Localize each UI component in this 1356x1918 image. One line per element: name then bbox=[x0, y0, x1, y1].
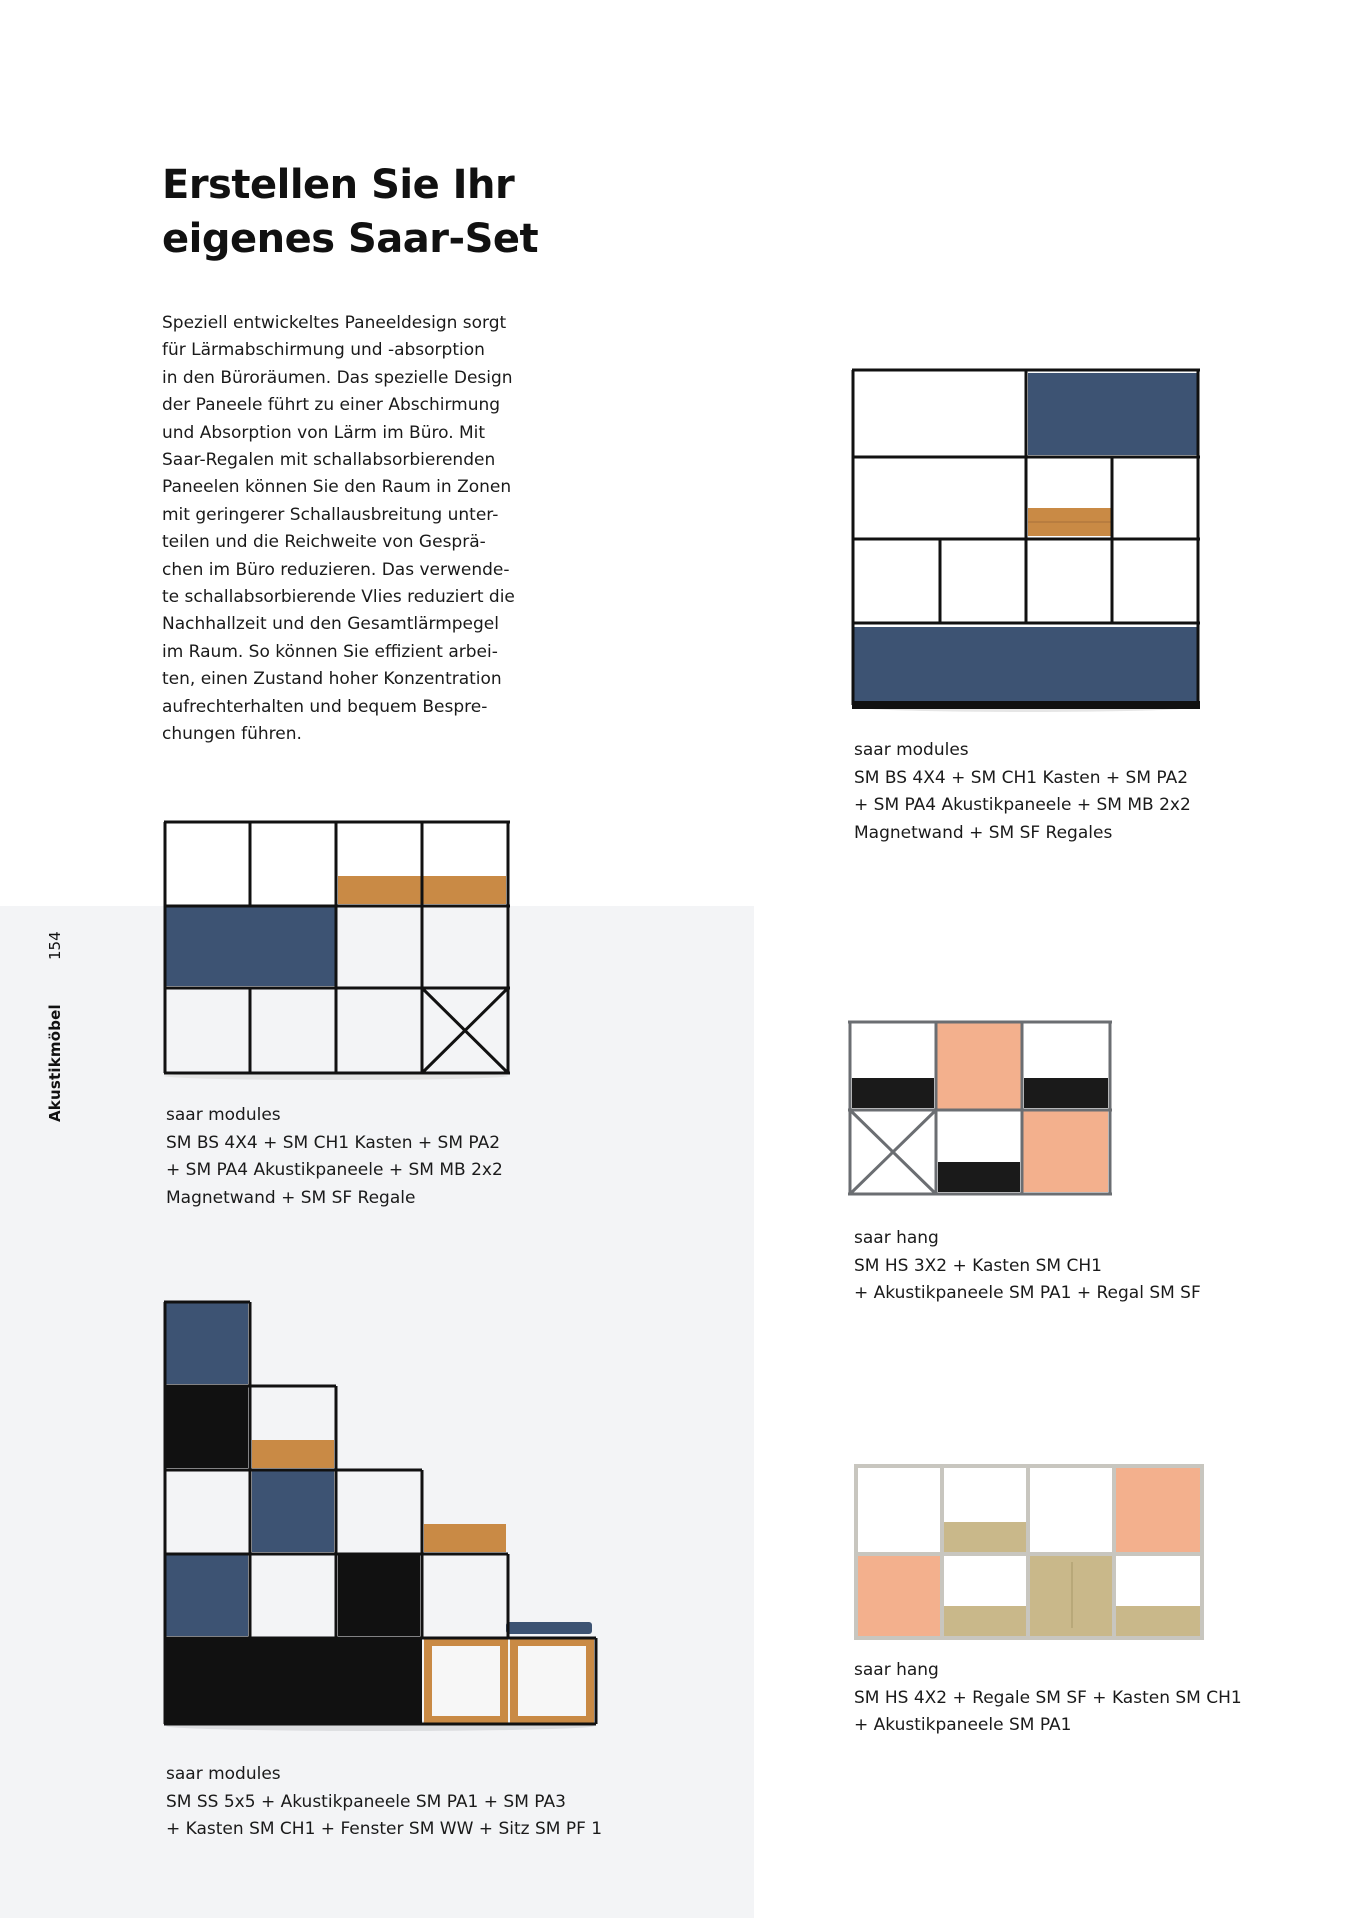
shelf-image-sm-ss-5x5 bbox=[160, 1298, 606, 1734]
intro-line: Saar-Regalen mit schallabsorbierenden bbox=[162, 450, 496, 471]
caption-line: SM BS 4X4 + SM CH1 Kasten + SM PA2 bbox=[166, 1132, 501, 1153]
caption-line: saar hang bbox=[854, 1660, 939, 1680]
intro-line: te schallabsorbierende Vlies reduziert die bbox=[162, 587, 515, 608]
caption-line: + Kasten SM CH1 + Fenster SM WW + Sitz SM PF 1 bbox=[166, 1819, 603, 1839]
intro-line: Nachhallzeit und den Gesamtlärmpegel bbox=[162, 614, 499, 635]
caption-shelf-right-top bbox=[854, 737, 1191, 847]
caption-line: + SM PA4 Akustikpaneele + SM MB 2x2 bbox=[854, 795, 1191, 815]
intro-line: der Paneele führt zu einer Abschirmung bbox=[162, 395, 501, 416]
page-title bbox=[162, 158, 662, 266]
intro-line: Paneelen können Sie den Raum in Zonen bbox=[162, 477, 512, 498]
page-number: 154 bbox=[46, 931, 64, 960]
caption-shelf-left-top bbox=[166, 1102, 503, 1212]
intro-line: teilen und die Reichweite von Gesprä- bbox=[162, 532, 486, 553]
caption-shelf-right-middle bbox=[854, 1225, 1201, 1308]
intro-line: mit geringerer Schallausbreitung unter- bbox=[162, 504, 499, 525]
intro-line: im Raum. So können Sie effizient arbei- bbox=[162, 641, 498, 662]
intro-line: ten, einen Zustand hoher Konzentration bbox=[162, 669, 502, 690]
caption-line: + Akustikpaneele SM PA1 + Regal SM SF bbox=[854, 1283, 1201, 1303]
page-title-line-1: Erstellen Sie Ihr bbox=[162, 162, 515, 208]
caption-line: SM HS 3X2 + Kasten SM CH1 bbox=[854, 1255, 1102, 1276]
caption-line: SM BS 4X4 + SM CH1 Kasten + SM PA2 bbox=[854, 767, 1189, 788]
shelf-image-sm-bs-4x4-left bbox=[160, 818, 516, 1082]
caption-line: SM SS 5x5 + Akustikpaneele SM PA1 + SM PA3 bbox=[166, 1791, 566, 1812]
caption-line: saar modules bbox=[854, 740, 969, 760]
caption-line: SM HS 4X2 + Regale SM SF + Kasten SM CH1 bbox=[854, 1687, 1242, 1708]
caption-line: saar modules bbox=[166, 1764, 281, 1784]
caption-line: + Akustikpaneele SM PA1 bbox=[854, 1715, 1072, 1735]
caption-line: saar hang bbox=[854, 1228, 939, 1248]
intro-line: chen im Büro reduzieren. Das verwende- bbox=[162, 559, 510, 580]
caption-line: Magnetwand + SM SF Regale bbox=[166, 1187, 416, 1208]
shelf-image-sm-hs-4x2 bbox=[852, 1462, 1208, 1644]
intro-line: in den Büroräumen. Das spezielle Design bbox=[162, 367, 513, 388]
intro-line: Speziell entwickeltes Paneeldesign sorgt bbox=[162, 313, 507, 333]
intro-line: chungen führen. bbox=[162, 724, 302, 745]
page-title-line-2: eigenes Saar-Set bbox=[162, 216, 539, 262]
caption-line: saar modules bbox=[166, 1105, 281, 1125]
shelf-image-sm-bs-4x4-right bbox=[850, 365, 1206, 715]
caption-line: + SM PA4 Akustikpaneele + SM MB 2x2 bbox=[166, 1160, 503, 1180]
intro-line: aufrechterhalten und bequem Bespre- bbox=[162, 696, 488, 717]
intro-paragraph bbox=[162, 310, 522, 749]
section-label: Akustikmöbel bbox=[46, 1004, 64, 1122]
shelf-image-sm-hs-3x2 bbox=[846, 1018, 1116, 1200]
caption-shelf-right-bottom bbox=[854, 1657, 1242, 1740]
intro-line: und Absorption von Lärm im Büro. Mit bbox=[162, 422, 486, 443]
intro-line: für Lärmabschirmung und -absorption bbox=[162, 340, 485, 361]
caption-shelf-left-bottom bbox=[166, 1761, 602, 1844]
caption-line: Magnetwand + SM SF Regales bbox=[854, 822, 1113, 843]
